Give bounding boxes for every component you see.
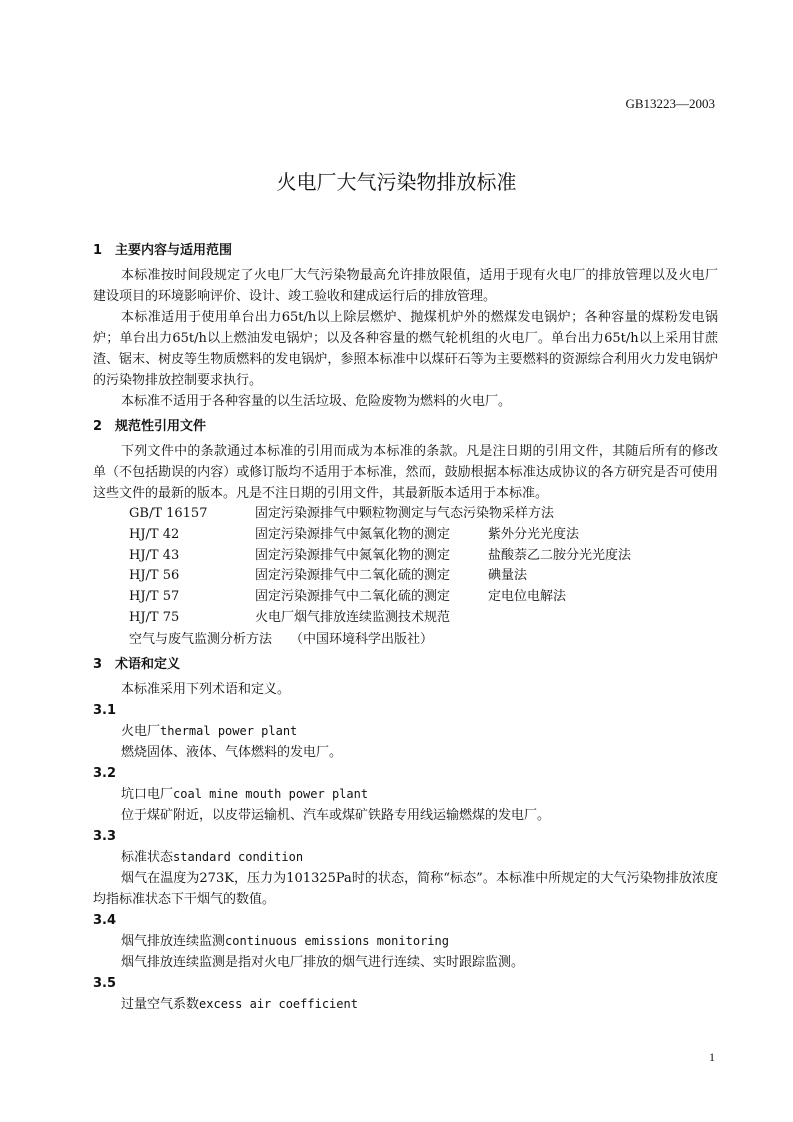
reference-code: HJ/T 43 xyxy=(129,547,180,563)
term-heading xyxy=(93,931,718,952)
section-number: 1 xyxy=(93,243,103,258)
term-en: standard condition xyxy=(173,849,304,864)
term-number: 3.3 xyxy=(93,828,117,844)
term-en: thermal power plant xyxy=(160,723,298,738)
reference-item xyxy=(93,504,718,525)
paragraph: 本标准不适用于各种容量的以生活垃圾、危险废物为燃料的火电厂。 xyxy=(121,394,512,409)
term-heading xyxy=(93,994,718,1015)
term-zh: 过量空气系数 xyxy=(121,996,200,1012)
paragraph: 下列文件中的条款通过本标准的引用而成为本标准的条款。凡是注日期的引用文件，其随后所有的修改单（不包括勘误的内容）或修订版均不适用于本标准，然而，鼓励根据本标准达成协议的各方研究是否可使用这些文件的最新的版本。凡是不注日期的引用文件，其最新版本适用于本标准。 xyxy=(93,444,718,501)
term-zh: 标准状态 xyxy=(121,849,174,865)
term-definition: 烟气在温度为273K，压力为101325Pa时的状态，简称“标态”。本标准中所规定的大气污染物排放浓度均指标准状态下干烟气的数值。 xyxy=(93,870,718,907)
reference-name: 空气与废气监测分析方法 xyxy=(129,631,273,647)
document-title: 火电厂大气污染物排放标准 xyxy=(276,170,517,194)
section-title: 术语和定义 xyxy=(115,656,181,672)
reference-code: HJ/T 75 xyxy=(129,609,180,625)
reference-item xyxy=(93,629,718,650)
reference-list xyxy=(93,504,718,629)
term-heading xyxy=(93,784,718,805)
term-zh: 烟气排放连续监测 xyxy=(121,933,226,949)
section-1 xyxy=(93,240,718,412)
paragraph: 本标准适用于使用单台出力65t/h以上除层燃炉、抛煤机炉外的燃煤发电锅炉；各种容量的煤粉发电锅炉；单台出力65t/h以上燃油发电锅炉；以及各种容量的燃气轮机组的火电厂。单台出力65t/h以上采用甘蔗渣、锯末、树皮等生物质燃料的发电锅炉，参照本标准中以煤矸石等为主要燃料的资源综合利用火力发电锅炉的污染物排放控制要求执行。 xyxy=(93,310,718,388)
reference-name: 固定污染源排气中二氧化硫的测定 xyxy=(255,589,451,605)
reference-publisher: （中国环境科学出版社） xyxy=(290,631,434,647)
term-heading xyxy=(93,847,718,868)
term-number: 3.1 xyxy=(93,702,117,718)
reference-method: 定电位电解法 xyxy=(488,589,567,605)
reference-name: 固定污染源排气中氮氧化物的测定 xyxy=(255,547,451,563)
reference-name: 固定污染源排气中氮氧化物的测定 xyxy=(255,526,451,542)
term-en: coal mine mouth power plant xyxy=(173,786,369,801)
term-number: 3.5 xyxy=(93,975,117,991)
reference-item xyxy=(93,566,718,587)
reference-item xyxy=(93,587,718,608)
document-body xyxy=(93,240,718,1015)
reference-method: 紫外分光光度法 xyxy=(488,526,580,542)
term-zh: 坑口电厂 xyxy=(121,786,174,802)
section-heading xyxy=(93,416,718,437)
section-3 xyxy=(93,654,718,1015)
section-title: 主要内容与适用范围 xyxy=(115,243,233,258)
term-en: continuous emissions monitoring xyxy=(225,933,449,948)
section-heading xyxy=(93,654,718,675)
reference-item xyxy=(93,608,718,629)
term-definition: 燃烧固体、液体、气体燃料的发电厂。 xyxy=(121,744,343,760)
section-2 xyxy=(93,416,718,650)
reference-name: 固定污染源排气中颗粒物测定与气态污染物采样方法 xyxy=(255,506,555,521)
page-number: 1 xyxy=(709,1050,715,1064)
reference-name: 火电厂烟气排放连续监测技术规范 xyxy=(255,609,451,625)
term-definition: 位于煤矿附近，以皮带运输机、汽车或煤矿铁路专用线运输燃煤的发电厂。 xyxy=(121,807,551,823)
reference-item xyxy=(93,546,718,567)
reference-code: GB/T 16157 xyxy=(129,506,208,521)
reference-item xyxy=(93,525,718,546)
term-number: 3.2 xyxy=(93,765,117,781)
reference-code: HJ/T 57 xyxy=(129,589,180,605)
section-number: 3 xyxy=(93,656,103,672)
reference-code: HJ/T 56 xyxy=(129,568,180,584)
paragraph: 本标准采用下列术语和定义。 xyxy=(121,681,291,697)
section-title: 规范性引用文件 xyxy=(115,419,207,434)
section-number: 2 xyxy=(93,419,103,434)
reference-method: 盐酸萘乙二胺分光光度法 xyxy=(488,547,632,563)
section-heading xyxy=(93,240,718,261)
term-definition: 烟气排放连续监测是指对火电厂排放的烟气进行连续、实时跟踪监测。 xyxy=(121,954,525,970)
standard-number: GB13223—2003 xyxy=(625,96,715,111)
term-zh: 火电厂 xyxy=(121,723,161,739)
reference-name: 固定污染源排气中二氧化硫的测定 xyxy=(255,568,451,584)
term-en: excess air coefficient xyxy=(199,996,358,1011)
term-heading xyxy=(93,721,718,742)
reference-code: HJ/T 42 xyxy=(129,526,180,542)
paragraph: 本标准按时间段规定了火电厂大气污染物最高允许排放限值，适用于现有火电厂的排放管理以及火电厂建设项目的环境影响评价、设计、竣工验收和建成运行后的排放管理。 xyxy=(93,268,718,304)
term-number: 3.4 xyxy=(93,912,117,928)
reference-method: 碘量法 xyxy=(488,568,528,584)
